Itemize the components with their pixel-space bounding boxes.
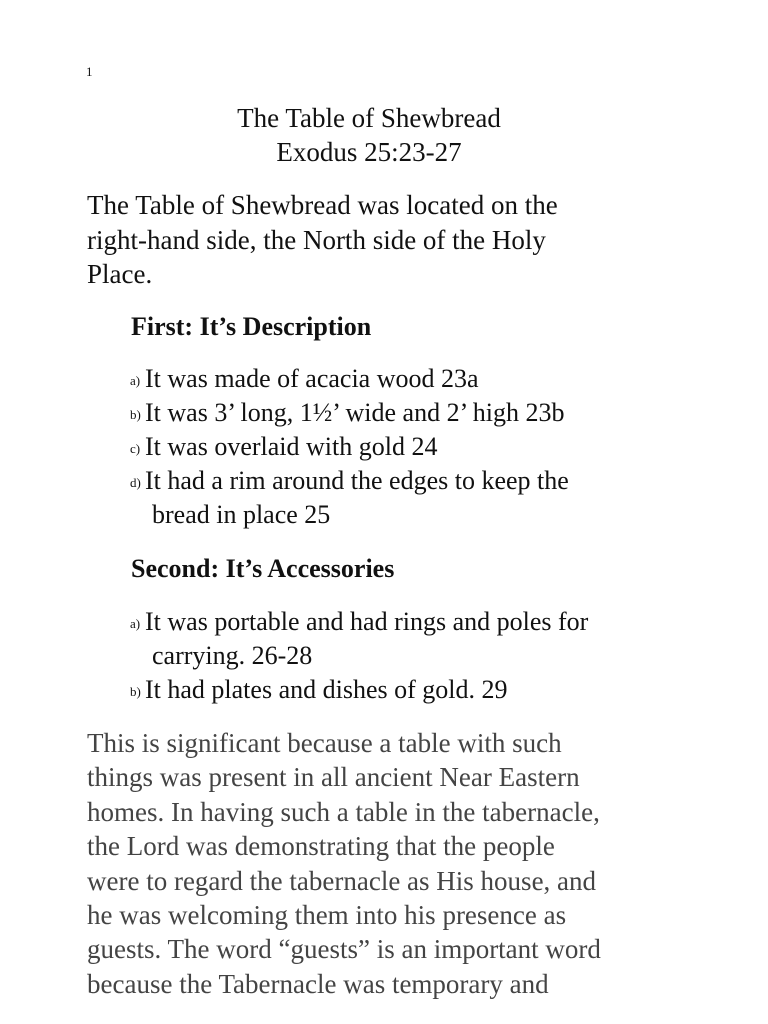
scripture-reference: Exodus 25:23-27 [276,137,462,167]
list-item [130,362,670,396]
list-marker: b) [130,684,141,699]
list-item-text: It had a rim around the edges to keep the [145,466,569,495]
list-item-text: It was overlaid with gold 24 [145,432,438,461]
list-item [130,464,670,532]
description-list [130,362,670,532]
list-item-text: It was 3’ long, 1½’ wide and 2’ high 23b [145,398,565,427]
accessories-list [130,605,670,707]
title-block [0,101,738,169]
document-title: The Table of Shewbread [237,103,501,133]
list-marker: d) [130,475,141,490]
list-item-text: It was portable and had rings and poles for [145,607,589,636]
list-marker: a) [130,373,141,388]
list-item-continuation: carrying. 26-28 [152,641,313,670]
list-item [130,396,670,430]
list-item [130,673,670,707]
section-heading-description: First: It’s Description [131,312,372,341]
intro-line: right-hand side, the North side of the Holy [87,224,546,255]
list-item-text: It had plates and dishes of gold. 29 [145,675,508,704]
closing-paragraph [87,726,667,1001]
list-marker: a) [130,616,141,631]
closing-line: he was welcoming them into his presence as [87,900,567,931]
list-item [130,430,670,464]
list-marker: b) [130,407,141,422]
intro-line: The Table of Shewbread was located on the [87,190,558,220]
closing-line: guests. The word “guests” is an important word [87,934,601,965]
list-item [130,605,670,673]
list-item-continuation: bread in place 25 [152,500,331,529]
list-item-text: It was made of acacia wood 23a [145,364,479,393]
page-number: 1 [86,64,93,79]
intro-paragraph [87,188,687,292]
closing-line: the Lord was demonstrating that the people [87,831,555,862]
intro-line: Place. [87,259,153,289]
list-marker: c) [130,441,141,456]
closing-line: This is significant because a table with such [87,728,562,758]
closing-line: were to regard the tabernacle as His house, and [87,865,597,896]
closing-line: because the Tabernacle was temporary and [87,968,549,999]
closing-line: homes. In having such a table in the tabernacle, [87,796,600,827]
closing-line: things was present in all ancient Near Eastern [87,762,580,793]
section-heading-accessories: Second: It’s Accessories [131,554,395,583]
